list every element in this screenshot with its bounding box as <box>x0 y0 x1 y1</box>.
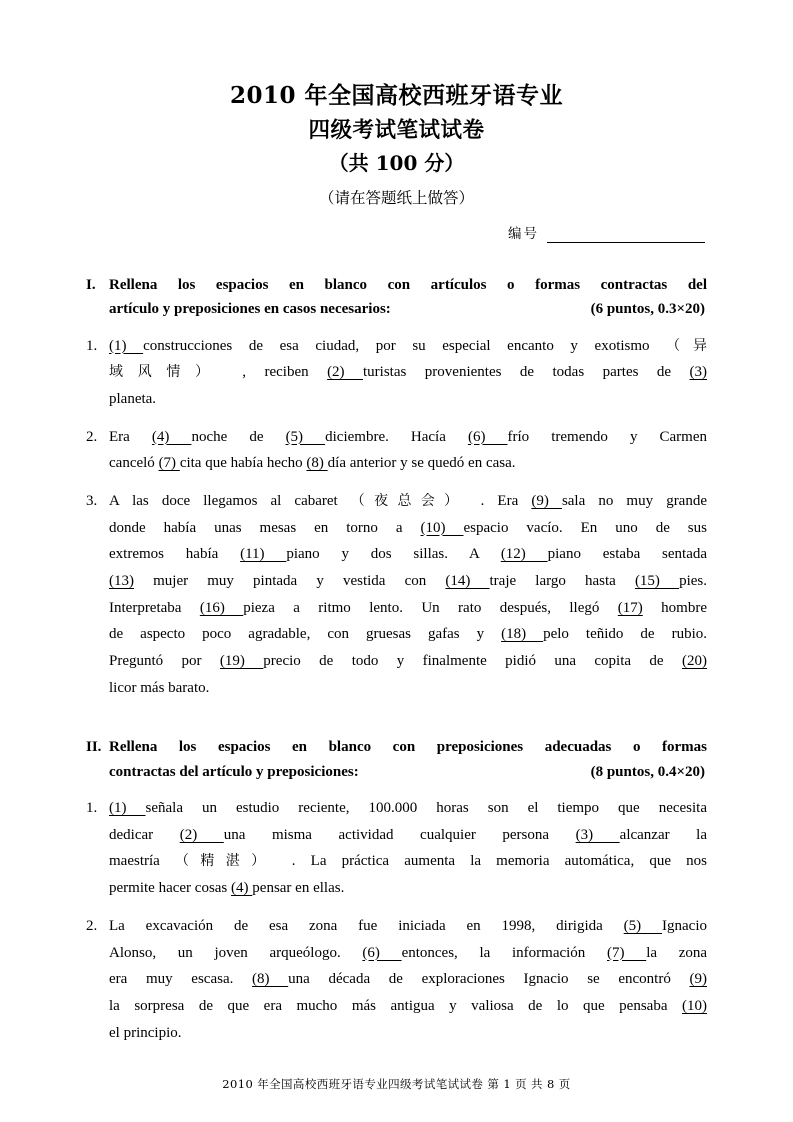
answer-blank[interactable]: (14) <box>445 573 490 590</box>
answer-blank[interactable]: (16) <box>199 599 244 616</box>
page-footer: 2010 年全国高校西班牙语专业四级考试笔试试卷 第 1 页 共 8 页 <box>222 1077 571 1091</box>
section-heading-line-2-text: artículo y preposiciones en casos necesarios: <box>109 301 391 318</box>
section-heading-line-2-text: contractas del artículo y preposiciones: <box>109 763 359 780</box>
section-numeral: II. <box>86 739 102 756</box>
question-line <box>109 875 707 902</box>
section-points: (6 puntos, 0.3×20) <box>590 301 705 318</box>
text-run: entonces, la información <box>401 944 607 961</box>
answer-blank[interactable]: (10) <box>420 519 464 536</box>
text-run: sala no muy grande <box>561 492 708 509</box>
serial-number-field[interactable] <box>547 229 705 243</box>
text-run: el principio. <box>109 1024 182 1041</box>
section <box>86 273 707 702</box>
text-run: pies. <box>679 573 707 590</box>
section <box>86 735 707 1046</box>
question-text <box>109 488 707 702</box>
answer-blank[interactable]: (4) <box>231 880 253 897</box>
section-heading-line-1: Rellena los espacios en blanco con preposiciones adecuadas o formas <box>109 739 707 756</box>
text-run: licor más barato. <box>109 679 210 696</box>
question-list <box>86 795 707 1046</box>
text-run: mujer muy pintada y vestida con <box>134 573 446 590</box>
answer-blank[interactable]: (6) <box>467 428 508 445</box>
answer-blank[interactable]: (9) <box>531 492 562 509</box>
answer-blank[interactable]: (13) <box>109 573 134 590</box>
text-run: diciembre. Hacía <box>325 428 468 445</box>
text-run: de aspecto poco agradable, con gruesas gafas y <box>109 626 502 643</box>
title-block <box>86 0 707 208</box>
text-run: Preguntó por <box>109 653 220 670</box>
text-run: noche de <box>191 428 286 445</box>
text-run: construcciones de esa ciudad, por su especial encanto y exotismo <box>143 337 667 354</box>
answer-blank[interactable]: (7) <box>607 944 647 961</box>
serial-number-label: 编号 <box>508 225 539 242</box>
question-line <box>109 822 707 849</box>
answer-blank[interactable]: (3) <box>689 364 707 381</box>
answer-blank[interactable]: (2) <box>179 826 224 843</box>
section-heading-line-1: Rellena los espacios en blanco con artículos o formas contractas del <box>109 276 707 293</box>
text-run: señala un estudio reciente, 100.000 horas son el tiempo que necesita <box>145 800 708 817</box>
page-title-total-points: （共 100 分） <box>328 150 465 175</box>
text-run: pieza a ritmo lento. Un rato después, llegó <box>243 599 618 616</box>
question-line <box>109 595 707 622</box>
text-run: día anterior y se quedó en casa. <box>327 455 516 472</box>
section-heading-body <box>109 273 707 322</box>
text-run: hombre <box>642 599 707 616</box>
text-run: era muy escasa. <box>109 971 253 988</box>
question-line <box>109 333 707 360</box>
question-line <box>109 795 707 822</box>
text-run: una década de exploraciones Ignacio se encontró <box>288 971 690 988</box>
answer-blank[interactable]: (2) <box>327 364 364 381</box>
answer-blank[interactable]: (12) <box>500 546 548 563</box>
answer-blank[interactable]: (3) <box>575 826 620 843</box>
text-run: maestría <box>109 853 175 870</box>
answer-blank[interactable]: (15) <box>634 573 680 590</box>
text-run: donde había unas mesas en torno a <box>109 519 421 536</box>
text-run: la sorpresa de que era mucho más antigua y valiosa de lo que pensaba <box>109 997 682 1014</box>
page-subtitle-instruction: （请在答题纸上做答） <box>318 188 474 207</box>
serial-number-row <box>86 222 707 243</box>
text-run: planeta. <box>109 390 157 407</box>
text-run: Alonso, un joven arqueólogo. <box>109 944 363 961</box>
question-line <box>109 913 707 940</box>
section-points: (8 puntos, 0.4×20) <box>590 763 705 780</box>
section-heading-line-2 <box>109 760 707 784</box>
question-line <box>109 541 707 568</box>
section-heading <box>86 273 707 322</box>
answer-blank[interactable]: (10) <box>682 997 707 1014</box>
text-run: piano estaba sentada <box>547 546 708 563</box>
text-run: Interpretaba <box>109 599 200 616</box>
text-run: espacio vacío. En uno de sus <box>463 519 707 536</box>
answer-blank[interactable]: (1) <box>109 800 146 817</box>
question-line <box>109 993 707 1020</box>
chinese-gloss: 域风情） <box>109 364 224 381</box>
text-run: Ignacio <box>662 917 708 934</box>
question-text <box>109 795 707 902</box>
question-line <box>109 568 707 595</box>
text-run: Era <box>109 428 152 445</box>
question-list <box>86 333 707 702</box>
text-run: piano y dos sillas. A <box>286 546 501 563</box>
section-numeral: I. <box>86 276 96 293</box>
section-heading <box>86 735 707 784</box>
sections-container <box>86 273 707 1046</box>
text-run: . Era <box>467 492 532 509</box>
text-run: permite hacer cosas <box>109 880 232 897</box>
question-number: 2. <box>86 917 98 934</box>
page-title-line-1: 2010 年全国高校西班牙语专业 <box>229 82 564 109</box>
text-run: turistas provenientes de todas partes de <box>363 364 690 381</box>
question-line <box>109 488 707 515</box>
answer-blank[interactable]: (8) <box>306 455 328 472</box>
question-line <box>109 450 707 477</box>
text-run: una misma actividad cualquier persona <box>223 826 576 843</box>
answer-blank[interactable]: (5) <box>623 917 663 934</box>
question-item <box>86 795 707 902</box>
question-line <box>109 966 707 993</box>
question-line <box>109 424 707 451</box>
answer-blank[interactable]: (1) <box>109 337 144 354</box>
question-line <box>109 359 707 386</box>
question-line <box>109 1020 707 1047</box>
question-line <box>109 940 707 967</box>
question-text <box>109 913 707 1046</box>
answer-blank[interactable]: (20) <box>681 653 707 670</box>
text-run: La excavación de esa zona fue iniciada en 1998, dirigida <box>109 917 624 934</box>
text-run: alcanzar la <box>619 826 707 843</box>
text-run: traje largo hasta <box>489 573 635 590</box>
text-run: , reciben <box>223 364 328 381</box>
section-heading-body <box>109 735 707 784</box>
question-number: 2. <box>86 428 98 445</box>
text-run: pensar en ellas. <box>252 880 345 897</box>
text-run: la zona <box>646 944 708 961</box>
answer-blank[interactable]: (6) <box>362 944 402 961</box>
page-title-line-2: 四级考试笔试试卷 <box>308 117 485 143</box>
answer-blank[interactable]: (18) <box>501 626 544 643</box>
question-text <box>109 424 707 477</box>
text-run: dedicar <box>109 826 180 843</box>
chinese-gloss: （精湛） <box>174 853 277 870</box>
question-line <box>109 648 707 675</box>
chinese-gloss: （异 <box>666 337 708 354</box>
question-item <box>86 488 707 702</box>
section-heading-line-2 <box>109 297 707 321</box>
question-item <box>86 424 707 477</box>
answer-blank[interactable]: (19) <box>219 653 264 670</box>
text-run: pelo teñido de rubio. <box>543 626 707 643</box>
text-run: cita que había hecho <box>179 455 307 472</box>
question-number: 3. <box>86 492 98 509</box>
answer-blank[interactable]: (4) <box>151 428 192 445</box>
text-run: precio de todo y finalmente pidió una copita de <box>263 653 682 670</box>
question-number: 1. <box>86 337 98 354</box>
question-number: 1. <box>86 800 98 817</box>
question-line <box>109 621 707 648</box>
answer-blank[interactable]: (7) <box>158 455 180 472</box>
chinese-gloss: （夜总会） <box>350 492 468 509</box>
answer-blank[interactable]: (8) <box>252 971 289 988</box>
question-item <box>86 913 707 1046</box>
question-item <box>86 333 707 413</box>
answer-blank[interactable]: (11) <box>240 546 287 563</box>
answer-blank[interactable]: (17) <box>617 599 643 616</box>
text-run: frío tremendo y Carmen <box>507 428 707 445</box>
text-run: canceló <box>109 455 159 472</box>
question-line <box>109 848 707 875</box>
text-run: A las doce llegamos al cabaret <box>109 492 351 509</box>
text-run: extremos había <box>109 546 241 563</box>
question-text <box>109 333 707 413</box>
question-line <box>109 515 707 542</box>
answer-blank[interactable]: (5) <box>285 428 326 445</box>
question-line <box>109 675 707 702</box>
text-run: . La práctica aumenta la memoria automática, que nos <box>276 853 708 870</box>
question-line <box>109 386 707 413</box>
answer-blank[interactable]: (9) <box>689 971 707 988</box>
